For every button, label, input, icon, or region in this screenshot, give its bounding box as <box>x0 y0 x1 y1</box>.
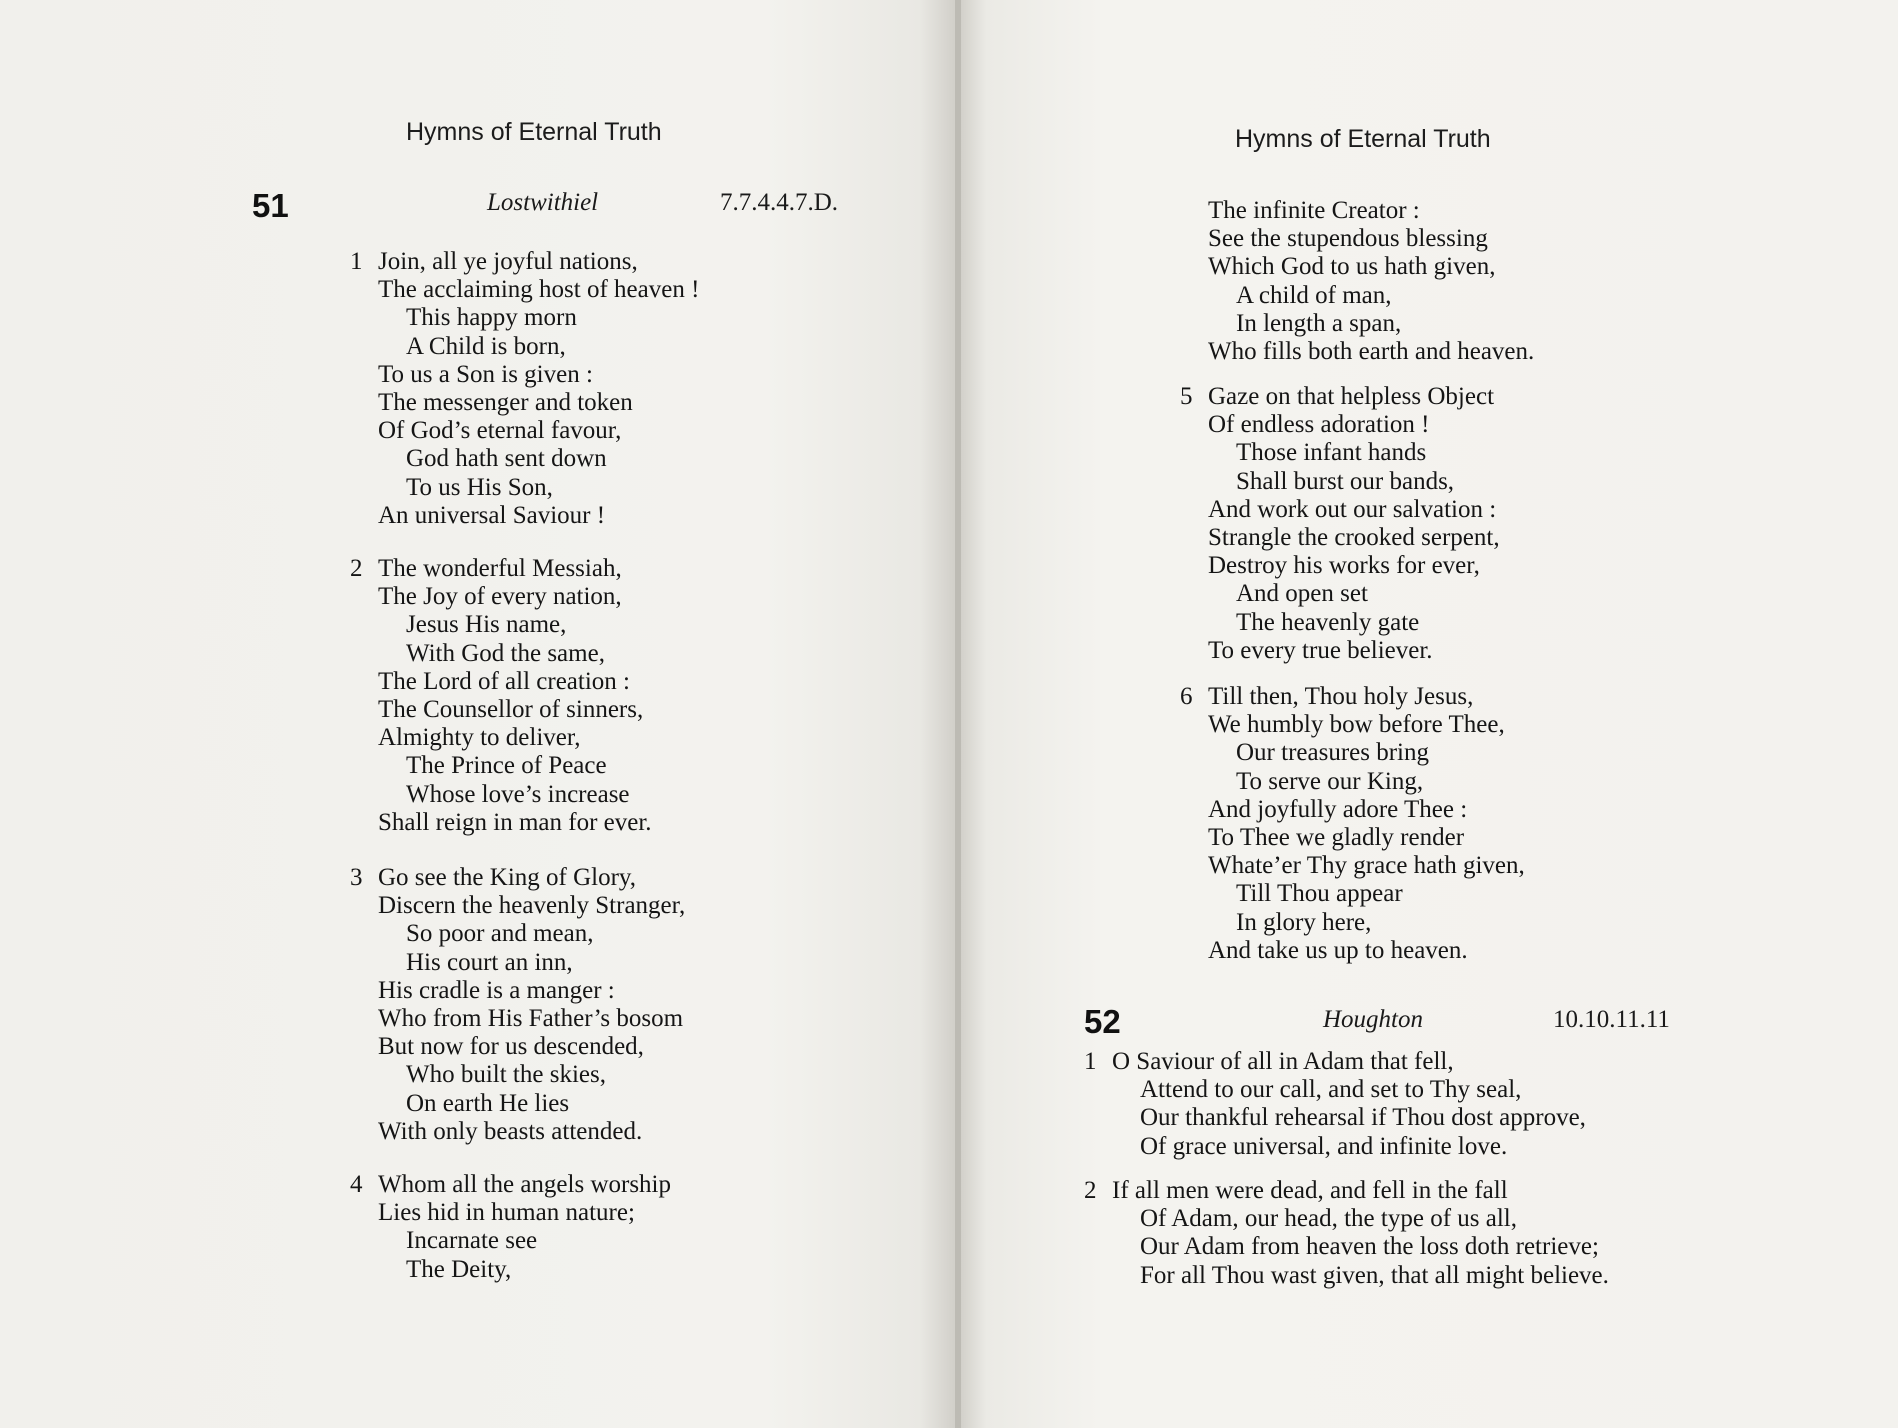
verse <box>1084 1048 1586 1161</box>
verse-line: For all Thou wast given, that all might believe. <box>1140 1261 1609 1289</box>
tune-name: Lostwithiel <box>487 189 599 216</box>
verse <box>1180 383 1500 665</box>
verse <box>1084 1177 1609 1290</box>
verse-line: A child of man, <box>1236 281 1392 309</box>
verse-line: We humbly bow before Thee, <box>1208 711 1505 739</box>
verse-line: Go see the King of Glory, <box>378 864 637 891</box>
verse-line: To us a Son is given : <box>378 360 593 388</box>
verse-line: A Child is born, <box>406 332 566 360</box>
verse-line: The Prince of Peace <box>406 752 607 780</box>
verse-line: Of God’s eternal favour, <box>378 417 622 445</box>
verse-line: And open set <box>1236 580 1368 608</box>
verse-line: Whose love’s increase <box>406 780 630 808</box>
verse-line: Discern the heavenly Stranger, <box>378 892 686 920</box>
verse-line: Of endless adoration ! <box>1208 411 1430 439</box>
verse-number: 6 <box>1180 683 1193 710</box>
running-head: Hymns of Eternal Truth <box>406 118 662 146</box>
verse-line: With only beasts attended. <box>378 1117 643 1145</box>
book-gutter <box>955 0 961 1428</box>
verse-line: To Thee we gladly render <box>1208 823 1465 851</box>
verse-line: His court an inn, <box>406 948 573 976</box>
hymn-number: 52 <box>1084 1003 1121 1040</box>
verse-line: So poor and mean, <box>406 920 594 948</box>
verse-line: Lies hid in human nature; <box>378 1199 635 1227</box>
verse-line: Join, all ye joyful nations, <box>378 248 638 275</box>
verse-line: And take us up to heaven. <box>1208 936 1468 964</box>
verse-number: 4 <box>350 1171 363 1198</box>
verse-number: 5 <box>1180 383 1193 410</box>
verse-line: The infinite Creator : <box>1208 197 1420 224</box>
verse-line: Who from His Father’s bosom <box>378 1004 684 1032</box>
running-head: Hymns of Eternal Truth <box>1235 125 1491 153</box>
hymn-number: 51 <box>252 187 289 224</box>
verse-line: Our treasures bring <box>1236 739 1429 767</box>
verse-line: Those infant hands <box>1236 439 1427 467</box>
right-page <box>958 0 1898 1428</box>
verse-line: This happy morn <box>406 304 577 332</box>
verse-line: To serve our King, <box>1236 767 1424 795</box>
verse-line: Our thankful rehearsal if Thou dost approve, <box>1140 1104 1586 1132</box>
verse-line: The Joy of every nation, <box>378 583 622 611</box>
verse-line: Whate’er Thy grace hath given, <box>1208 852 1525 880</box>
verse-number: 3 <box>350 864 363 891</box>
verse-line: The Lord of all creation : <box>378 667 630 695</box>
verse <box>350 555 652 837</box>
tune-name: Houghton <box>1323 1006 1423 1033</box>
verse-line: Whom all the angels worship <box>378 1171 671 1198</box>
verse-line: Our Adam from heaven the loss doth retrieve; <box>1140 1233 1599 1261</box>
verse-number: 1 <box>1084 1048 1097 1075</box>
verse-line: On earth He lies <box>406 1089 570 1117</box>
verse-line: The heavenly gate <box>1236 608 1420 636</box>
verse-line: The Deity, <box>406 1255 512 1283</box>
verse-line: Destroy his works for ever, <box>1208 552 1480 580</box>
verse-line: In glory here, <box>1236 908 1372 936</box>
verse <box>350 248 700 530</box>
verse <box>350 1171 671 1284</box>
verse-line: To every true believer. <box>1208 636 1433 664</box>
verse-number: 2 <box>350 555 363 582</box>
verse <box>350 864 686 1146</box>
verse-continuation <box>1208 197 1534 366</box>
verse-line: Till Thou appear <box>1236 880 1403 908</box>
verse-line: Till then, Thou holy Jesus, <box>1208 683 1474 710</box>
meter: 7.7.4.4.7.D. <box>720 189 839 216</box>
verse-line: Jesus His name, <box>406 611 567 639</box>
verse-line: O Saviour of all in Adam that fell, <box>1112 1048 1454 1075</box>
verse-line: The messenger and token <box>378 388 633 416</box>
verse-number: 2 <box>1084 1177 1097 1204</box>
verse-line: Strangle the crooked serpent, <box>1208 523 1500 551</box>
verse-line: Who built the skies, <box>406 1061 606 1089</box>
verse-line: The acclaiming host of heaven ! <box>378 276 700 304</box>
verse-line: To us His Son, <box>406 473 553 501</box>
verse-line: In length a span, <box>1236 309 1402 337</box>
verse-line: But now for us descended, <box>378 1033 644 1061</box>
verse-line: Gaze on that helpless Object <box>1208 383 1495 410</box>
verse-line: Attend to our call, and set to Thy seal, <box>1140 1076 1522 1104</box>
verse-line: The Counsellor of sinners, <box>378 695 644 723</box>
verse-line: Incarnate see <box>406 1227 538 1255</box>
verse-line: His cradle is a manger : <box>378 976 615 1004</box>
verse-line: Almighty to deliver, <box>378 724 581 752</box>
verse-line: And work out our salvation : <box>1208 495 1497 523</box>
verse-number: 1 <box>350 248 363 275</box>
verse-line: An universal Saviour ! <box>378 501 606 529</box>
verse-line: Of Adam, our head, the type of us all, <box>1140 1205 1517 1233</box>
verse-line: With God the same, <box>406 639 605 667</box>
verse-line: Who fills both earth and heaven. <box>1208 337 1535 365</box>
verse-line: Shall reign in man for ever. <box>378 808 652 836</box>
verse <box>1180 683 1525 965</box>
verse-line: See the stupendous blessing <box>1208 225 1488 253</box>
verse-line: God hath sent down <box>406 445 607 473</box>
verse-line: The wonderful Messiah, <box>378 555 622 582</box>
verse-line: And joyfully adore Thee : <box>1208 795 1468 823</box>
verse-line: Which God to us hath given, <box>1208 253 1496 281</box>
verse-line: If all men were dead, and fell in the fall <box>1112 1177 1508 1204</box>
verse-line: Shall burst our bands, <box>1236 467 1455 495</box>
verse-line: Of grace universal, and infinite love. <box>1140 1132 1508 1160</box>
meter: 10.10.11.11 <box>1553 1006 1670 1033</box>
